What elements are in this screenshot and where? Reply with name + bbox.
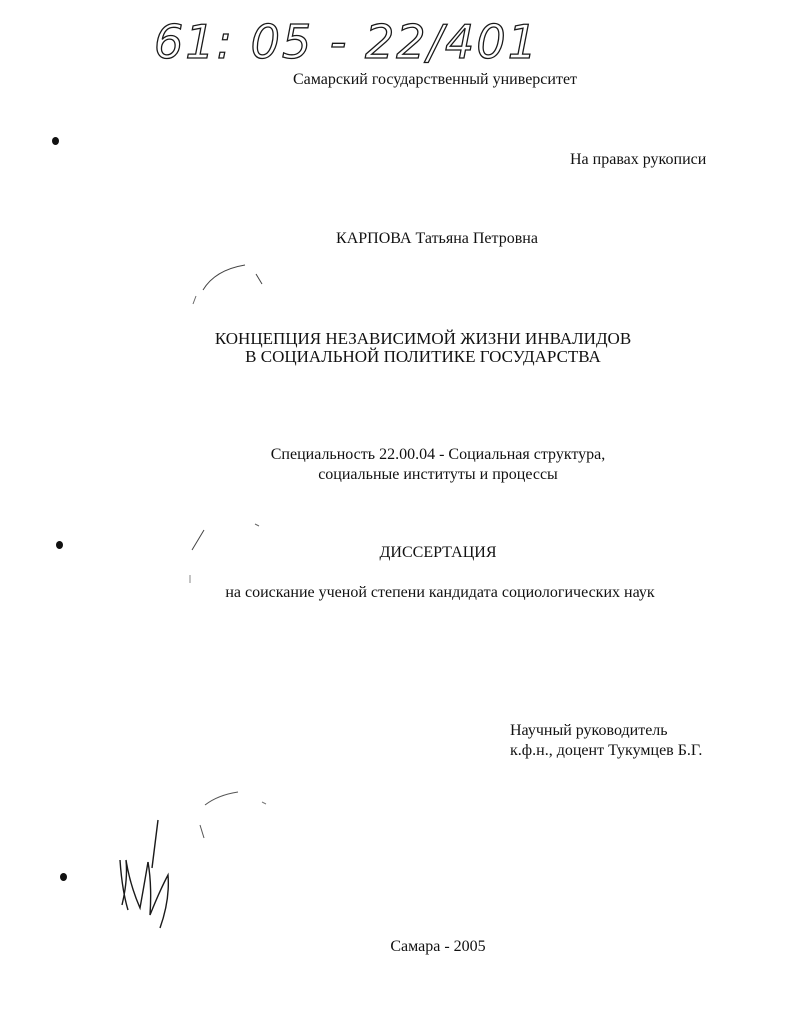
scan-mark — [262, 802, 266, 804]
rights-note: На правах рукописи — [570, 151, 707, 168]
scan-mark — [256, 274, 262, 284]
handwritten-scribble — [120, 820, 168, 928]
specialty-line-2: социальные институты и процессы — [318, 466, 558, 483]
scan-mark — [203, 265, 245, 290]
title-line-1: КОНЦЕПЦИЯ НЕЗАВИСИМОЙ ЖИЗНИ ИНВАЛИДОВ — [214, 329, 632, 348]
supervisor-label: Научный руководитель — [510, 722, 668, 739]
document-type: ДИССЕРТАЦИЯ — [379, 544, 497, 561]
scan-mark — [205, 792, 238, 805]
city-and-year: Самара - 2005 — [390, 938, 486, 955]
title-line-2: В СОЦИАЛЬНОЙ ПОЛИТИКЕ ГОСУДАРСТВА — [245, 347, 601, 366]
scan-mark — [255, 524, 259, 526]
archive-number-text: 61: 05 - 22/401 — [154, 15, 539, 69]
supervisor-name: к.ф.н., доцент Тукумцев Б.Г. — [510, 742, 703, 759]
scan-mark — [193, 296, 196, 304]
scan-mark — [200, 825, 204, 838]
scan-mark — [192, 530, 204, 550]
author-name: КАРПОВА Татьяна Петровна — [336, 230, 538, 247]
degree-description: на соискание ученой степени кандидата социологических наук — [225, 584, 655, 601]
university-name: Самарский государственный университет — [292, 71, 578, 88]
specialty-line-1: Специальность 22.00.04 - Социальная структура, — [270, 446, 606, 463]
